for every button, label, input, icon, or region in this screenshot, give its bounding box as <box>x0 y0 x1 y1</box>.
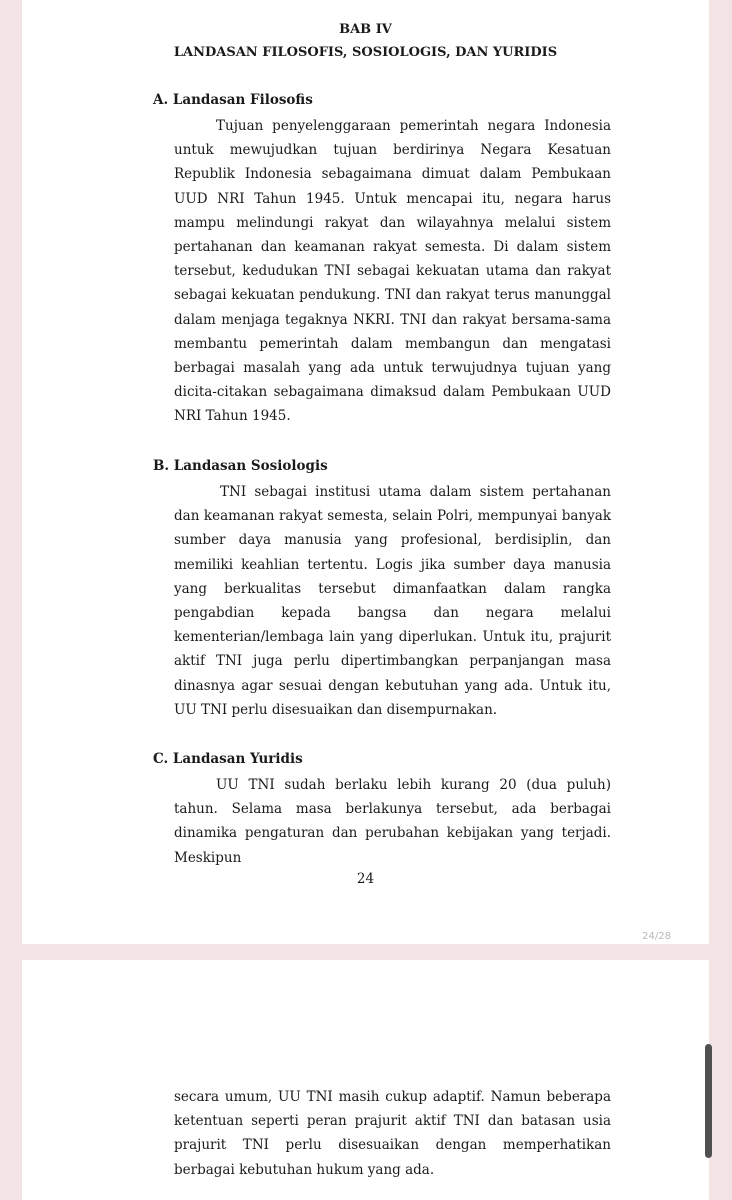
document-page-25 <box>22 960 709 1200</box>
section-heading-sosiologis: B. Landasan Sosiologis <box>153 458 328 474</box>
section-heading-yuridis: C. Landasan Yuridis <box>153 751 303 767</box>
section-heading-filosofis: A. Landasan Filosofis <box>153 92 313 108</box>
scrollbar-thumb[interactable] <box>705 1044 712 1158</box>
page-number: 24 <box>356 871 375 887</box>
continuation-paragraph: secara umum, UU TNI masih cukup adaptif. Namun beberapa ketentuan seperti peran prajurit aktif TNI dan batasan usia prajurit TNI perlu disesuaikan dengan memperhatikan berbagai kebutuhan hukum yang ada. <box>174 1089 611 1178</box>
document-page-24 <box>22 0 709 944</box>
chapter-title: LANDASAN FILOSOFIS, SOSIOLOGIS, DAN YURIDIS <box>173 45 558 60</box>
page-indicator: 24/28 <box>642 931 671 942</box>
section-paragraph-filosofis: Tujuan penyelenggaraan pemerintah negara Indonesia untuk mewujudkan tujuan berdirinya Negara Kesatuan Republik Indonesia sebagaimana dimuat dalam Pembukaan UUD NRI Tahun 1945. Untuk mencapai itu, negara harus mampu melindungi rakyat dan wilayahnya melalui sistem pertahanan dan keamanan rakyat semesta. Di dalam sistem tersebut, kedudukan TNI sebagai kekuatan utama dan rakyat sebagai kekuatan pendukung. TNI dan rakyat terus manunggal dalam menjaga tegaknya NKRI. TNI dan rakyat bersama-sama membantu pemerintah dalam membangun dan mengatasi berbagai masalah yang ada untuk terwujudnya tujuan yang dicita-citakan sebagaimana dimaksud dalam Pembukaan UUD NRI Tahun 1945. <box>174 118 611 425</box>
section-paragraph-yuridis: UU TNI sudah berlaku lebih kurang 20 (dua puluh) tahun. Selama masa berlakunya tersebut, ada berbagai dinamika pengaturan dan perubahan kebijakan yang terjadi. Meskipun <box>174 777 611 866</box>
chapter-number: BAB IV <box>339 22 392 37</box>
section-paragraph-sosiologis: TNI sebagai institusi utama dalam sistem pertahanan dan keamanan rakyat semesta, selain Polri, mempunyai banyak sumber daya manusia yang profesional, berdisiplin, dan memiliki keahlian tertentu. Logis jika sumber daya manusia yang berkualitas tersebut dimanfaatkan dalam rangka pengabdian kepada bangsa dan negara melalui kementerian/lembaga lain yang diperlukan. Untuk itu, prajurit aktif TNI juga perlu dipertimbangkan perpanjangan masa dinasnya agar sesuai dengan kebutuhan yang ada. Untuk itu, UU TNI perlu disesuaikan dan disempurnakan. <box>174 484 611 718</box>
